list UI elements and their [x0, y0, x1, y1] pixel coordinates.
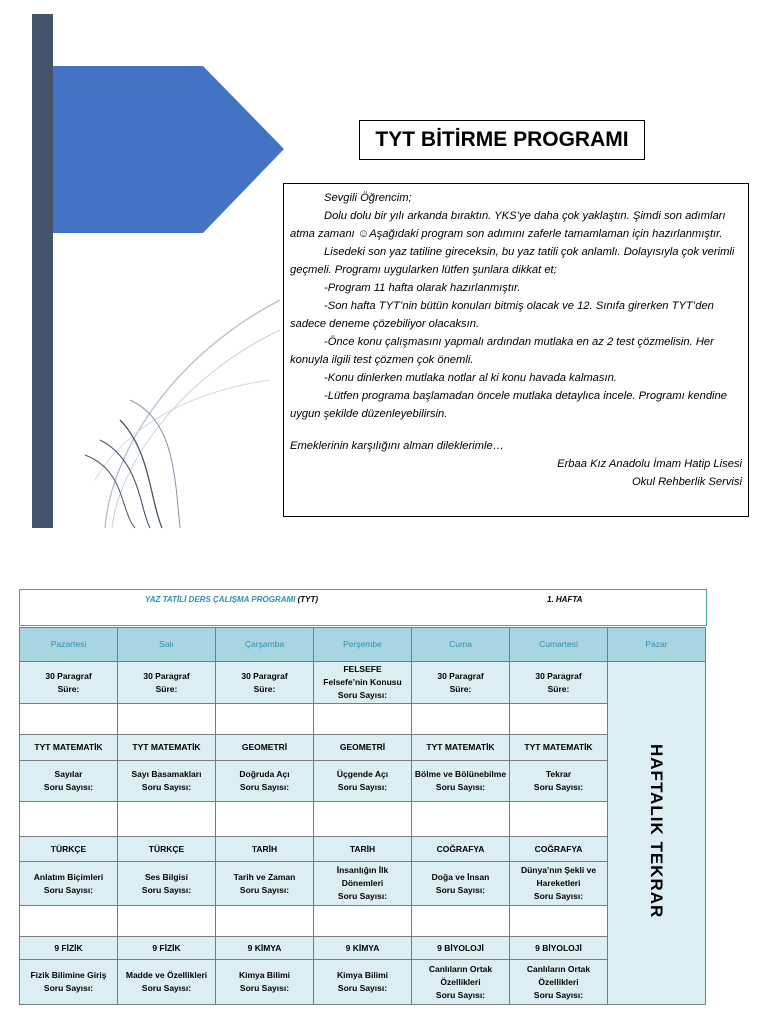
- table-row: [20, 761, 706, 802]
- schedule-cell: İnsanlığın İlk Dönemleri Soru Sayısı:: [314, 862, 412, 906]
- day-header: Çarşamba: [216, 628, 314, 662]
- table-row: [20, 906, 706, 937]
- schedule-cell: Üçgende Açı Soru Sayısı:: [314, 761, 412, 802]
- day-header: Salı: [118, 628, 216, 662]
- letter-greeting: Sevgili Öğrencim;: [324, 192, 412, 204]
- schedule-cell: Doğruda Açı Soru Sayısı:: [216, 761, 314, 802]
- schedule-cell: Tekrar Soru Sayısı:: [510, 761, 608, 802]
- day-header: Pazar: [608, 628, 706, 662]
- schedule-cell: Sayı Basamakları Soru Sayısı:: [118, 761, 216, 802]
- schedule-cell: TÜRKÇE: [20, 837, 118, 862]
- schedule-cell: [510, 704, 608, 735]
- schedule-cell: [118, 704, 216, 735]
- letter-paragraph: Lisedeki son yaz tatiline gireceksin, bu yaz tatili çok anlamlı. Dolayısıyla çok verimli geçmeli. Programı uygularken lütfen şunlara dikkat et;: [290, 246, 735, 276]
- schedule-cell: [314, 906, 412, 937]
- schedule-title: YAZ TATİLİ DERS ÇALIŞMA PROGRAMI (TYT): [145, 595, 319, 604]
- schedule-cell: 30 Paragraf Süre:: [216, 662, 314, 704]
- schedule-cell: GEOMETRİ: [216, 735, 314, 761]
- table-row: [20, 662, 706, 704]
- schedule-cell: [412, 704, 510, 735]
- weekly-review-label: HAFTALIK TEKRAR: [647, 743, 666, 919]
- schedule-cell: TYT MATEMATİK: [20, 735, 118, 761]
- letter-signature-school: Erbaa Kız Anadolu İmam Hatip Lisesi: [557, 458, 742, 470]
- schedule-cell: [412, 906, 510, 937]
- schedule-cell: Dünya’nın Şekli ve Hareketleri Soru Sayısı:: [510, 862, 608, 906]
- schedule-cell: [20, 802, 118, 837]
- schedule-cell: TARİH: [216, 837, 314, 862]
- swoosh-line: [100, 440, 150, 528]
- schedule-cell: Tarih ve Zaman Soru Sayısı:: [216, 862, 314, 906]
- schedule-cell: [216, 906, 314, 937]
- schedule-cell: Doğa ve İnsan Soru Sayısı:: [412, 862, 510, 906]
- schedule-cell: Kimya Bilimi Soru Sayısı:: [314, 960, 412, 1005]
- schedule-cell: [118, 802, 216, 837]
- schedule-cell: Kimya Bilimi Soru Sayısı:: [216, 960, 314, 1005]
- schedule-cell: 9 FİZİK: [118, 937, 216, 960]
- letter-signature-service: Okul Rehberlik Servisi: [631, 476, 742, 488]
- schedule-cell: 9 KİMYA: [216, 937, 314, 960]
- schedule-cell: 9 KİMYA: [314, 937, 412, 960]
- banner-flag: [53, 66, 284, 233]
- day-header: Cuma: [412, 628, 510, 662]
- letter-bullet: -Önce konu çalışmasını yapmalı ardından mutlaka en az 2 test çözmelisin. Her konuyla ilgili test çözmen çok önemli.: [290, 336, 714, 366]
- table-row: [20, 960, 706, 1005]
- letter-paragraph: Dolu dolu bir yılı arkanda bıraktın. YKS’ye daha çok yaklaştın. Şimdi son adımları atma zamanı ☺Aşağıdaki program son adımını zaferle tamamlaman için hazırlanmıştır.: [290, 210, 726, 240]
- day-header: Pazartesi: [20, 628, 118, 662]
- schedule-cell: Anlatım Biçimleri Soru Sayısı:: [20, 862, 118, 906]
- schedule-cell: 9 FİZİK: [20, 937, 118, 960]
- letter-bullet: -Son hafta TYT’nin bütün konuları bitmiş olacak ve 12. Sınıfa girerken TYT’den sadece deneme çözebiliyor olacaksın.: [290, 300, 714, 330]
- schedule-cell: [118, 906, 216, 937]
- table-row: [20, 704, 706, 735]
- schedule-cell: TARİH: [314, 837, 412, 862]
- schedule-cell: GEOMETRİ: [314, 735, 412, 761]
- schedule-cell: Bölme ve Bölünebilme Soru Sayısı:: [412, 761, 510, 802]
- schedule-cell: [510, 906, 608, 937]
- schedule-cell: TYT MATEMATİK: [510, 735, 608, 761]
- schedule-cell: COĞRAFYA: [510, 837, 608, 862]
- schedule-cell: [314, 802, 412, 837]
- banner-pole: [32, 14, 53, 528]
- schedule-cell: TÜRKÇE: [118, 837, 216, 862]
- schedule-cell: 30 Paragraf Süre:: [510, 662, 608, 704]
- letter-bullet: -Konu dinlerken mutlaka notlar al ki konu havada kalmasın.: [324, 372, 617, 384]
- schedule-cell: [216, 704, 314, 735]
- schedule-cell: 30 Paragraf Süre:: [20, 662, 118, 704]
- schedule-cell: Sayılar Soru Sayısı:: [20, 761, 118, 802]
- schedule-cell: Ses Bilgisi Soru Sayısı:: [118, 862, 216, 906]
- schedule-header: [19, 589, 707, 626]
- schedule-week: 1. HAFTA: [547, 595, 583, 604]
- schedule-cell: [20, 704, 118, 735]
- letter-bullet: -Program 11 hafta olarak hazırlanmıştır.: [324, 282, 521, 294]
- schedule-cell: [216, 802, 314, 837]
- swoosh-line: [105, 300, 280, 528]
- schedule-cell: Madde ve Özellikleri Soru Sayısı:: [118, 960, 216, 1005]
- schedule-cell: TYT MATEMATİK: [412, 735, 510, 761]
- page-title: TYT BİTİRME PROGRAMI: [359, 120, 645, 160]
- schedule-cell: Canlıların Ortak Özellikleri Soru Sayısı:: [510, 960, 608, 1005]
- table-row: [20, 802, 706, 837]
- table-row: [20, 837, 706, 862]
- letter-box: [283, 183, 749, 517]
- schedule-cell: [314, 704, 412, 735]
- schedule-cell: [510, 802, 608, 837]
- day-header-row: [20, 628, 706, 662]
- schedule-cell: COĞRAFYA: [412, 837, 510, 862]
- schedule-cell: Canlıların Ortak Özellikleri Soru Sayısı:: [412, 960, 510, 1005]
- weekly-review-cell: [608, 662, 706, 1005]
- day-header: Cumartesi: [510, 628, 608, 662]
- schedule-table: [19, 627, 706, 1005]
- table-row: [20, 735, 706, 761]
- day-header: Perşembe: [314, 628, 412, 662]
- table-row: [20, 862, 706, 906]
- letter-closing: Emeklerinin karşılığını alman dileklerimle…: [290, 440, 504, 452]
- schedule-cell: 9 BİYOLOJİ: [412, 937, 510, 960]
- table-row: [20, 937, 706, 960]
- letter-bullet: -Lütfen programa başlamadan öncele mutlaka detaylıca incele. Programı kendine uygun şekilde düzenleyebilirsin.: [290, 390, 727, 420]
- schedule-cell: 30 Paragraf Süre:: [412, 662, 510, 704]
- schedule-cell: [20, 906, 118, 937]
- schedule-cell: FELSEFE Felsefe’nin Konusu Soru Sayısı:: [314, 662, 412, 704]
- schedule-cell: [412, 802, 510, 837]
- schedule-cell: TYT MATEMATİK: [118, 735, 216, 761]
- schedule-cell: Fizik Bilimine Giriş Soru Sayısı:: [20, 960, 118, 1005]
- decorative-banner-graphic: [0, 0, 290, 540]
- schedule-cell: 9 BİYOLOJİ: [510, 937, 608, 960]
- schedule-cell: 30 Paragraf Süre:: [118, 662, 216, 704]
